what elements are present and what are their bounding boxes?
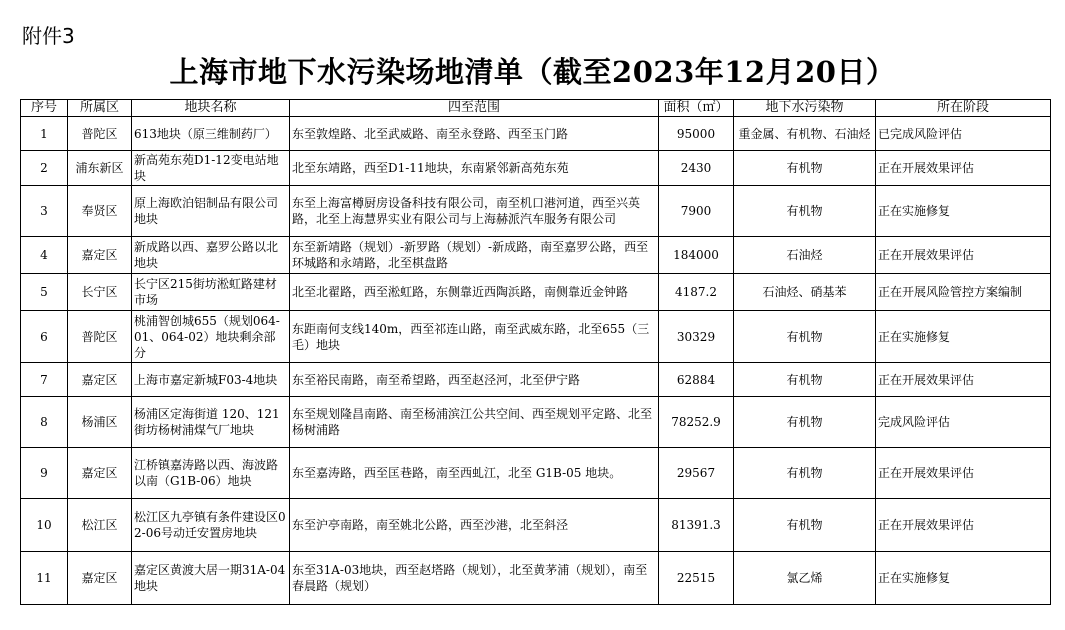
cell-site-name: 长宁区215街坊淞虹路建材市场 bbox=[132, 274, 290, 311]
cell-area: 22515 bbox=[659, 552, 734, 605]
page-title: 上海市地下水污染场地清单（截至2023年12月20日） bbox=[169, 55, 896, 89]
cell-boundaries: 东至嘉涛路，西至匡巷路，南至西虬江，北至 G1B-05 地块。 bbox=[290, 448, 659, 499]
cell-district: 奉贤区 bbox=[68, 186, 132, 237]
cell-boundaries: 东距南何支线140m，西至祁连山路，南至武威东路，北至655（三毛）地块 bbox=[290, 311, 659, 363]
cell-boundaries: 北至东靖路，西至D1-11地块，东南紧邻新高苑东苑 bbox=[290, 151, 659, 186]
cell-pollutants: 有机物 bbox=[734, 151, 876, 186]
cell-district: 松江区 bbox=[68, 499, 132, 552]
cell-stage: 正在开展风险管控方案编制 bbox=[876, 274, 1051, 311]
cell-boundaries: 东至裕民南路，南至希望路，西至赵泾河，北至伊宁路 bbox=[290, 363, 659, 397]
cell-index: 4 bbox=[21, 237, 68, 274]
cell-pollutants: 有机物 bbox=[734, 448, 876, 499]
cell-pollutants: 石油烃 bbox=[734, 237, 876, 274]
cell-boundaries: 东至新靖路（规划）-新罗路（规划）-新成路，南至嘉罗公路，西至环城路和永靖路，北至棋盘路 bbox=[290, 237, 659, 274]
cell-pollutants: 有机物 bbox=[734, 499, 876, 552]
cell-site-name: 杨浦区定海街道 120、121 街坊杨树浦煤气厂地块 bbox=[132, 397, 290, 448]
cell-area: 78252.9 bbox=[659, 397, 734, 448]
cell-district: 杨浦区 bbox=[68, 397, 132, 448]
cell-site-name: 新高苑东苑D1-12变电站地块 bbox=[132, 151, 290, 186]
cell-district: 浦东新区 bbox=[68, 151, 132, 186]
cell-stage: 完成风险评估 bbox=[876, 397, 1051, 448]
table-row bbox=[21, 311, 1051, 363]
table-row bbox=[21, 151, 1051, 186]
attachment-label: 附件3 bbox=[22, 24, 75, 48]
cell-district: 嘉定区 bbox=[68, 363, 132, 397]
cell-boundaries: 东至31A-03地块，西至赵塔路（规划），北至黄茅浦（规划），南至春晨路（规划） bbox=[290, 552, 659, 605]
cell-pollutants: 有机物 bbox=[734, 397, 876, 448]
table-row bbox=[21, 274, 1051, 311]
cell-pollutants: 有机物 bbox=[734, 186, 876, 237]
contaminated-sites-table bbox=[20, 99, 1051, 605]
cell-area: 7900 bbox=[659, 186, 734, 237]
cell-boundaries: 东至规划隆昌南路、南至杨浦滨江公共空间、西至规划平定路、北至杨树浦路 bbox=[290, 397, 659, 448]
cell-area: 29567 bbox=[659, 448, 734, 499]
header-area: 面积（㎡） bbox=[659, 100, 734, 117]
cell-area: 184000 bbox=[659, 237, 734, 274]
cell-stage: 正在实施修复 bbox=[876, 311, 1051, 363]
cell-district: 嘉定区 bbox=[68, 448, 132, 499]
cell-index: 1 bbox=[21, 117, 68, 151]
cell-index: 3 bbox=[21, 186, 68, 237]
table-row bbox=[21, 363, 1051, 397]
cell-pollutants: 有机物 bbox=[734, 311, 876, 363]
cell-site-name: 上海市嘉定新城F03-4地块 bbox=[132, 363, 290, 397]
cell-stage: 正在实施修复 bbox=[876, 186, 1051, 237]
cell-index: 5 bbox=[21, 274, 68, 311]
cell-area: 81391.3 bbox=[659, 499, 734, 552]
cell-area: 95000 bbox=[659, 117, 734, 151]
cell-pollutants: 氯乙烯 bbox=[734, 552, 876, 605]
table-header-row bbox=[21, 100, 1051, 117]
cell-boundaries: 北至北翟路，西至淞虹路，东侧靠近西陶浜路，南侧靠近金钟路 bbox=[290, 274, 659, 311]
cell-index: 11 bbox=[21, 552, 68, 605]
table-row bbox=[21, 117, 1051, 151]
header-pollutants: 地下水污染物 bbox=[734, 100, 876, 117]
cell-boundaries: 东至沪亭南路，南至姚北公路，西至沙港，北至斜泾 bbox=[290, 499, 659, 552]
cell-stage: 正在实施修复 bbox=[876, 552, 1051, 605]
header-district: 所属区 bbox=[68, 100, 132, 117]
cell-stage: 正在开展效果评估 bbox=[876, 448, 1051, 499]
cell-index: 8 bbox=[21, 397, 68, 448]
cell-area: 62884 bbox=[659, 363, 734, 397]
cell-index: 7 bbox=[21, 363, 68, 397]
table-row bbox=[21, 397, 1051, 448]
table-row bbox=[21, 552, 1051, 605]
cell-area: 30329 bbox=[659, 311, 734, 363]
header-stage: 所在阶段 bbox=[876, 100, 1051, 117]
cell-district: 普陀区 bbox=[68, 311, 132, 363]
cell-site-name: 613地块（原三维制药厂） bbox=[132, 117, 290, 151]
table-row bbox=[21, 186, 1051, 237]
cell-boundaries: 东至敦煌路、北至武威路、南至永登路、西至玉门路 bbox=[290, 117, 659, 151]
cell-pollutants: 石油烃、硝基苯 bbox=[734, 274, 876, 311]
header-site-name: 地块名称 bbox=[132, 100, 290, 117]
header-index: 序号 bbox=[21, 100, 68, 117]
header-boundaries: 四至范围 bbox=[290, 100, 659, 117]
cell-site-name: 原上海欧泊铝制品有限公司地块 bbox=[132, 186, 290, 237]
cell-stage: 正在开展效果评估 bbox=[876, 151, 1051, 186]
table-row bbox=[21, 499, 1051, 552]
cell-index: 10 bbox=[21, 499, 68, 552]
table-row bbox=[21, 448, 1051, 499]
cell-district: 长宁区 bbox=[68, 274, 132, 311]
cell-site-name: 江桥镇嘉涛路以西、海波路以南（G1B-06）地块 bbox=[132, 448, 290, 499]
cell-site-name: 松江区九亭镇有条件建设区02-06号动迁安置房地块 bbox=[132, 499, 290, 552]
cell-stage: 正在开展效果评估 bbox=[876, 237, 1051, 274]
cell-boundaries: 东至上海富樽厨房设备科技有限公司，南至机口港河道，西至兴英路，北至上海慧界实业有限公司与上海赫派汽车服务有限公司 bbox=[290, 186, 659, 237]
cell-site-name: 新成路以西、嘉罗公路以北地块 bbox=[132, 237, 290, 274]
cell-index: 6 bbox=[21, 311, 68, 363]
cell-site-name: 桃浦智创城655（规划064-01、064-02）地块剩余部分 bbox=[132, 311, 290, 363]
cell-area: 2430 bbox=[659, 151, 734, 186]
cell-district: 普陀区 bbox=[68, 117, 132, 151]
cell-area: 4187.2 bbox=[659, 274, 734, 311]
cell-pollutants: 重金属、有机物、石油烃 bbox=[734, 117, 876, 151]
cell-stage: 正在开展效果评估 bbox=[876, 499, 1051, 552]
cell-index: 2 bbox=[21, 151, 68, 186]
cell-stage: 正在开展效果评估 bbox=[876, 363, 1051, 397]
cell-index: 9 bbox=[21, 448, 68, 499]
cell-district: 嘉定区 bbox=[68, 552, 132, 605]
cell-stage: 已完成风险评估 bbox=[876, 117, 1051, 151]
table-row bbox=[21, 237, 1051, 274]
cell-pollutants: 有机物 bbox=[734, 363, 876, 397]
cell-district: 嘉定区 bbox=[68, 237, 132, 274]
cell-site-name: 嘉定区黄渡大居一期31A-04地块 bbox=[132, 552, 290, 605]
